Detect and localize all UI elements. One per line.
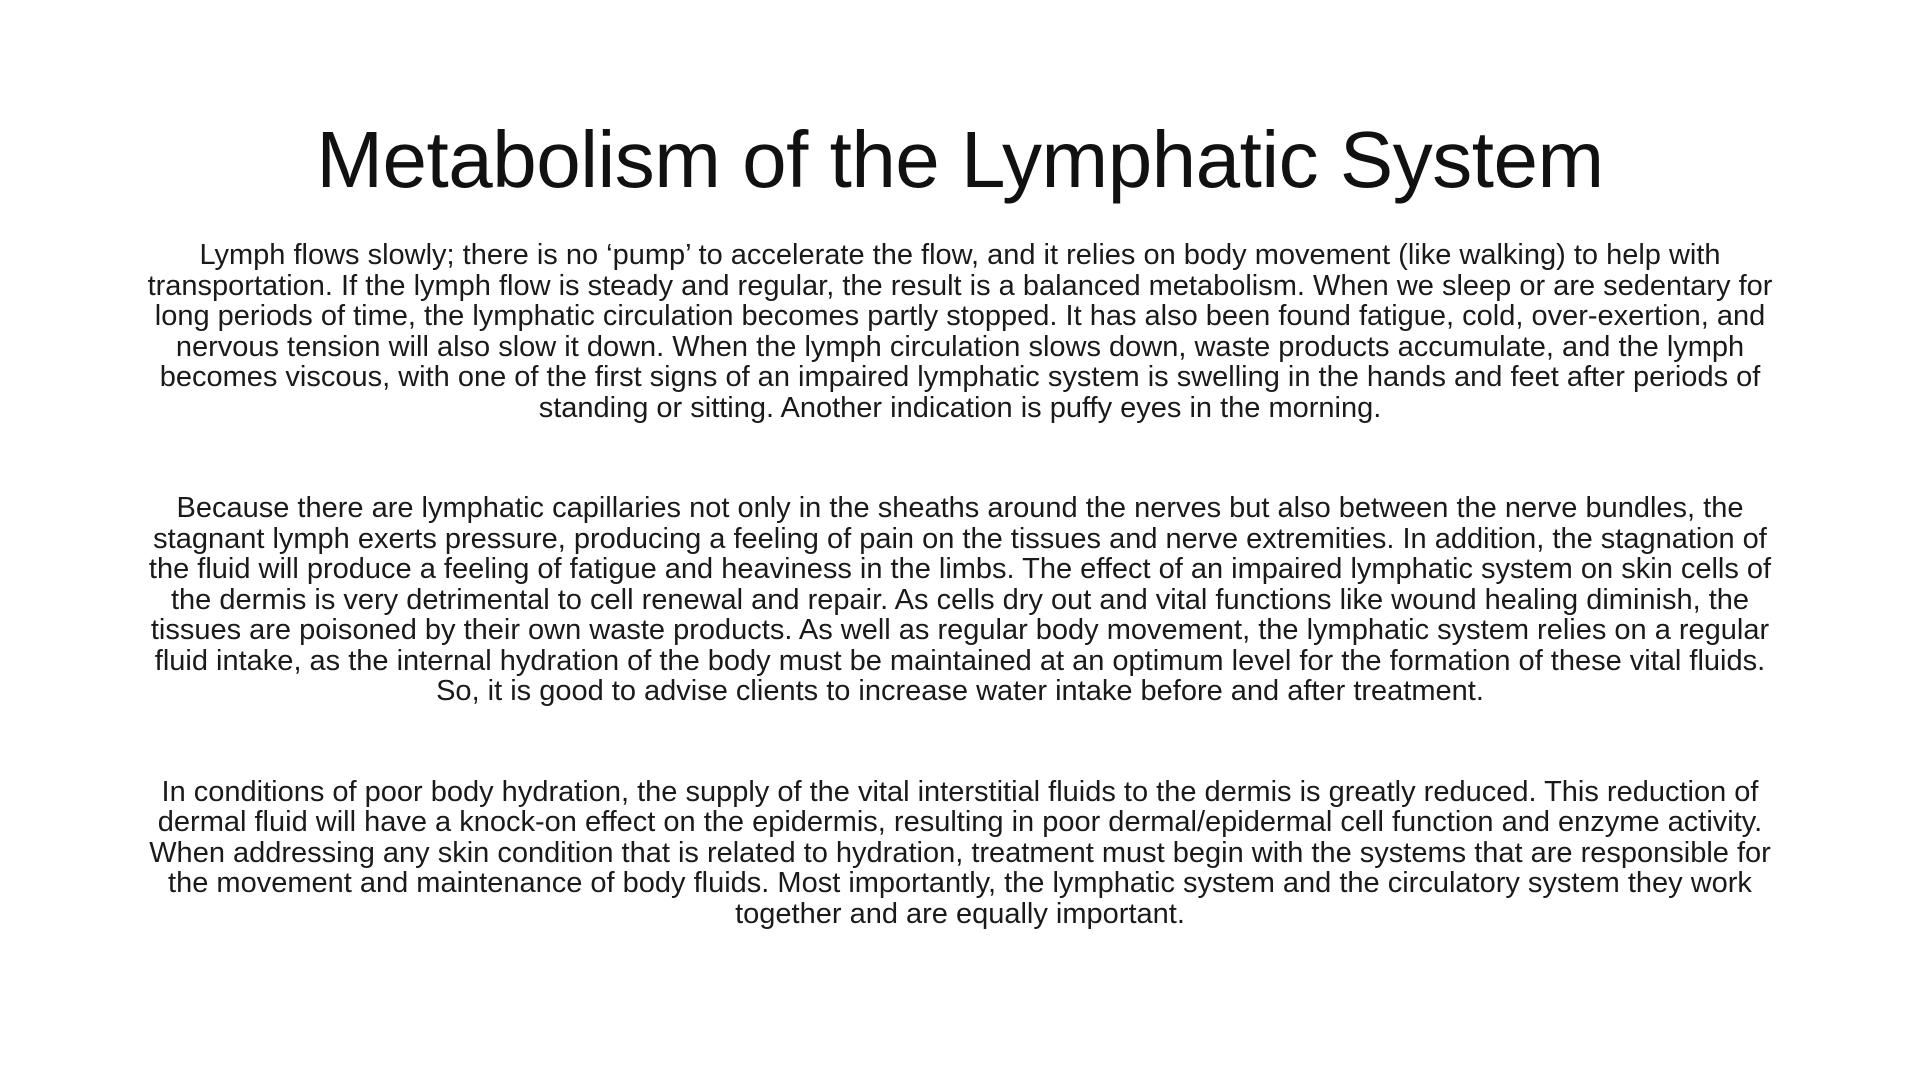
paragraph-lymph-flow: Lymph flows slowly; there is no ‘pump’ to accelerate the flow, and it relies on body movement (like walking) to help with transportation. If the lymph flow is steady and regular, the result is a balanced metabolism. When we sleep or are sedentary for long periods of time, the lymphatic circulation becomes partly stopped. It has also been found fatigue, cold, over-exertion, and nervous tension will also slow it down. When the lymph circulation slows down, waste products accumulate, and the lymph becomes viscous, with one of the first signs of an impaired lymphatic system is swelling in the hands and feet after periods of standing or sitting. Another indication is puffy eyes in the morning.	[147, 239, 1773, 424]
paragraph-stagnant-lymph: Because there are lymphatic capillaries not only in the sheaths around the nerves but also between the nerve bundles, the stagnant lymph exerts pressure, producing a feeling of pain on the tissues and nerve extremities. In addition, the stagnation of the fluid will produce a feeling of fatigue and heaviness in the limbs. The effect of an impaired lymphatic system on skin cells of the dermis is very detrimental to cell renewal and repair. As cells dry out and vital functions like wound healing diminish, the tissues are poisoned by their own waste products. As well as regular body movement, the lymphatic system relies on a regular fluid intake, as the internal hydration of the body must be maintained at an optimum level for the formation of these vital fluids. So, it is good to advise clients to increase water intake before and after treatment.	[148, 492, 1772, 707]
slide-title: Metabolism of the Lymphatic System	[316, 115, 1604, 204]
paragraph-body-hydration: In conditions of poor body hydration, the supply of the vital interstitial fluids to the dermis is greatly reduced. This reduction of dermal fluid will have a knock-on effect on the epidermis, resulting in poor dermal/epidermal cell function and enzyme activity. When addressing any skin condition that is related to hydration, treatment must begin with the systems that are responsible for the movement and maintenance of body fluids. Most importantly, the lymphatic system and the circulatory system they work together and are equally important.	[149, 775, 1771, 930]
slide-body	[140, 240, 1780, 929]
